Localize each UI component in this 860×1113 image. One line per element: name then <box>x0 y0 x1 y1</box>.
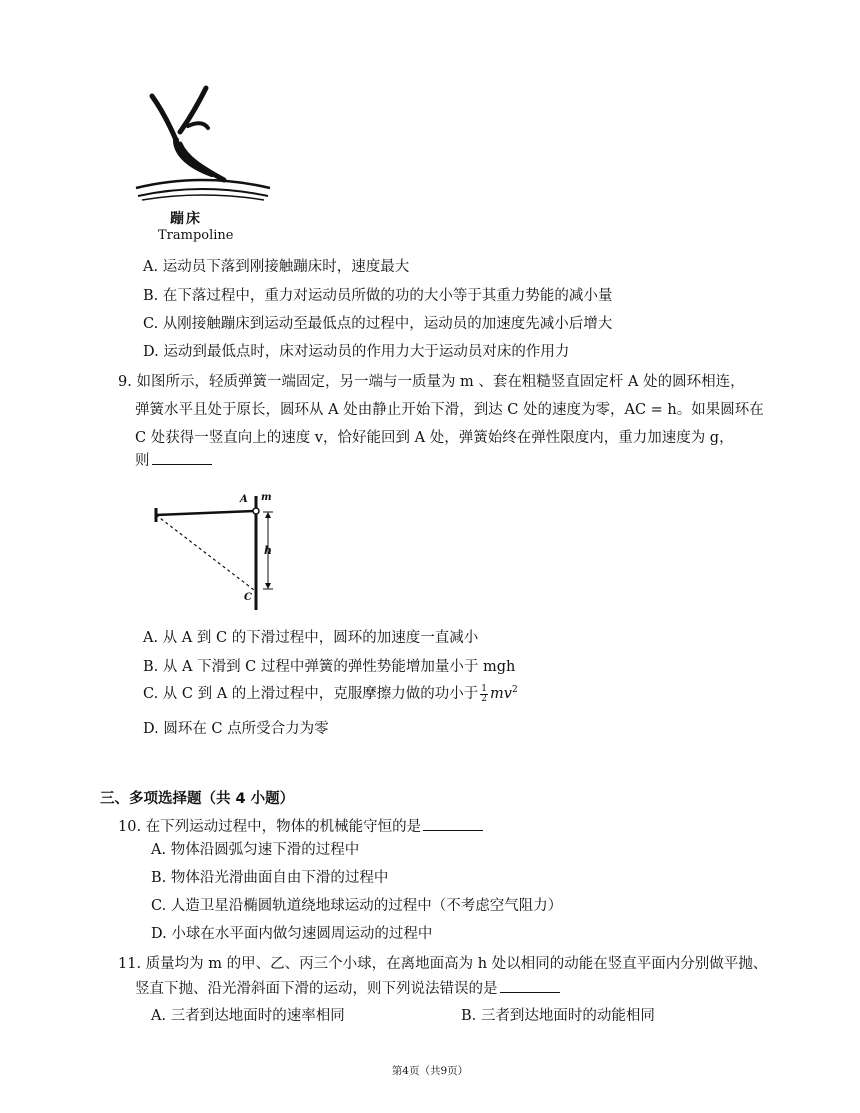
q10-answer-blank <box>423 816 483 831</box>
fraction-numerator: 1 <box>481 683 488 694</box>
q9-answer-blank <box>152 450 212 465</box>
q9-option-c <box>143 682 518 704</box>
trampoline-figure <box>132 82 272 247</box>
q9-option-d: D. 圆环在 C 点所受合力为零 <box>143 721 329 737</box>
trampoline-drawing <box>132 82 272 247</box>
q10-option-d: D. 小球在水平面内做匀速圆周运动的过程中 <box>151 926 433 942</box>
fraction-half <box>480 685 488 704</box>
label-c: C <box>244 592 252 603</box>
q10-stem <box>118 815 483 836</box>
q10-option-c: C. 人造卫星沿椭圆轨道绕地球运动的过程中（不考虑空气阻力） <box>151 898 563 914</box>
q9-stem-line-1: 9. 如图所示，轻质弹簧一端固定，另一端与一质量为 m 、套在粗糙竖直固定杆 A 处的圆环相连， <box>118 374 745 390</box>
q9-option-b: B. 从 A 下滑到 C 过程中弹簧的弹性势能增加量小于 mgh <box>143 659 516 675</box>
q9-stem-line-3: C 处获得一竖直向上的速度 v，恰好能回到 A 处，弹簧始终在弹性限度内，重力加速度为 g， <box>135 430 734 446</box>
section-title: 三、多项选择题（共 4 小题） <box>100 791 295 807</box>
q9-stem-line-4 <box>135 449 212 470</box>
spring-ring-figure <box>150 488 290 613</box>
q9-stem-line-2: 弹簧水平且处于原长，圆环从 A 处由静止开始下滑，到达 C 处的速度为零，AC = h。如果圆环在 <box>135 402 764 418</box>
trampoline-caption-en: Trampoline <box>158 228 234 243</box>
q8-option-a: A. 运动员下落到刚接触蹦床时，速度最大 <box>143 259 410 275</box>
q9-option-c-mv: mv <box>490 686 512 702</box>
q9-option-c-text: C. 从 C 到 A 的上滑过程中，克服摩擦力做的功小于 <box>143 686 479 702</box>
label-h: h <box>264 544 272 557</box>
q11-answer-blank <box>500 978 560 993</box>
q9-stem-end: 则 <box>135 453 150 469</box>
label-m: m <box>261 492 272 503</box>
q8-option-c: C. 从刚接触蹦床到运动至最低点的过程中，运动员的加速度先减小后增大 <box>143 316 613 332</box>
trampoline-caption-cn: 蹦床 <box>170 211 202 227</box>
q8-option-d: D. 运动到最低点时，床对运动员的作用力大于运动员对床的作用力 <box>143 344 570 360</box>
q10-stem-text: 10. 在下列运动过程中，物体的机械能守恒的是 <box>118 819 422 835</box>
q11-stem-line-2 <box>135 977 560 998</box>
q11-stem-line-1: 11. 质量均为 m 的甲、乙、丙三个小球，在离地面高为 h 处以相同的动能在竖直平面内分别做平抛、 <box>118 956 768 972</box>
q11-option-a: A. 三者到达地面时的速率相同 <box>151 1008 345 1024</box>
q9-option-c-exponent: 2 <box>511 685 518 696</box>
q9-option-a: A. 从 A 到 C 的下滑过程中，圆环的加速度一直减小 <box>143 630 479 646</box>
fraction-denominator: 2 <box>481 693 488 704</box>
q8-option-b: B. 在下落过程中，重力对运动员所做的功的大小等于其重力势能的减小量 <box>143 288 613 304</box>
page-footer: 第4页（共9页） <box>391 1065 469 1077</box>
q10-option-b: B. 物体沿光滑曲面自由下滑的过程中 <box>151 870 389 886</box>
q11-option-b: B. 三者到达地面时的动能相同 <box>461 1008 655 1024</box>
q10-option-a: A. 物体沿圆弧匀速下滑的过程中 <box>151 842 360 858</box>
q11-stem-line-2-text: 竖直下抛、沿光滑斜面下滑的运动，则下列说法错误的是 <box>135 981 498 997</box>
label-a: A <box>240 494 248 505</box>
